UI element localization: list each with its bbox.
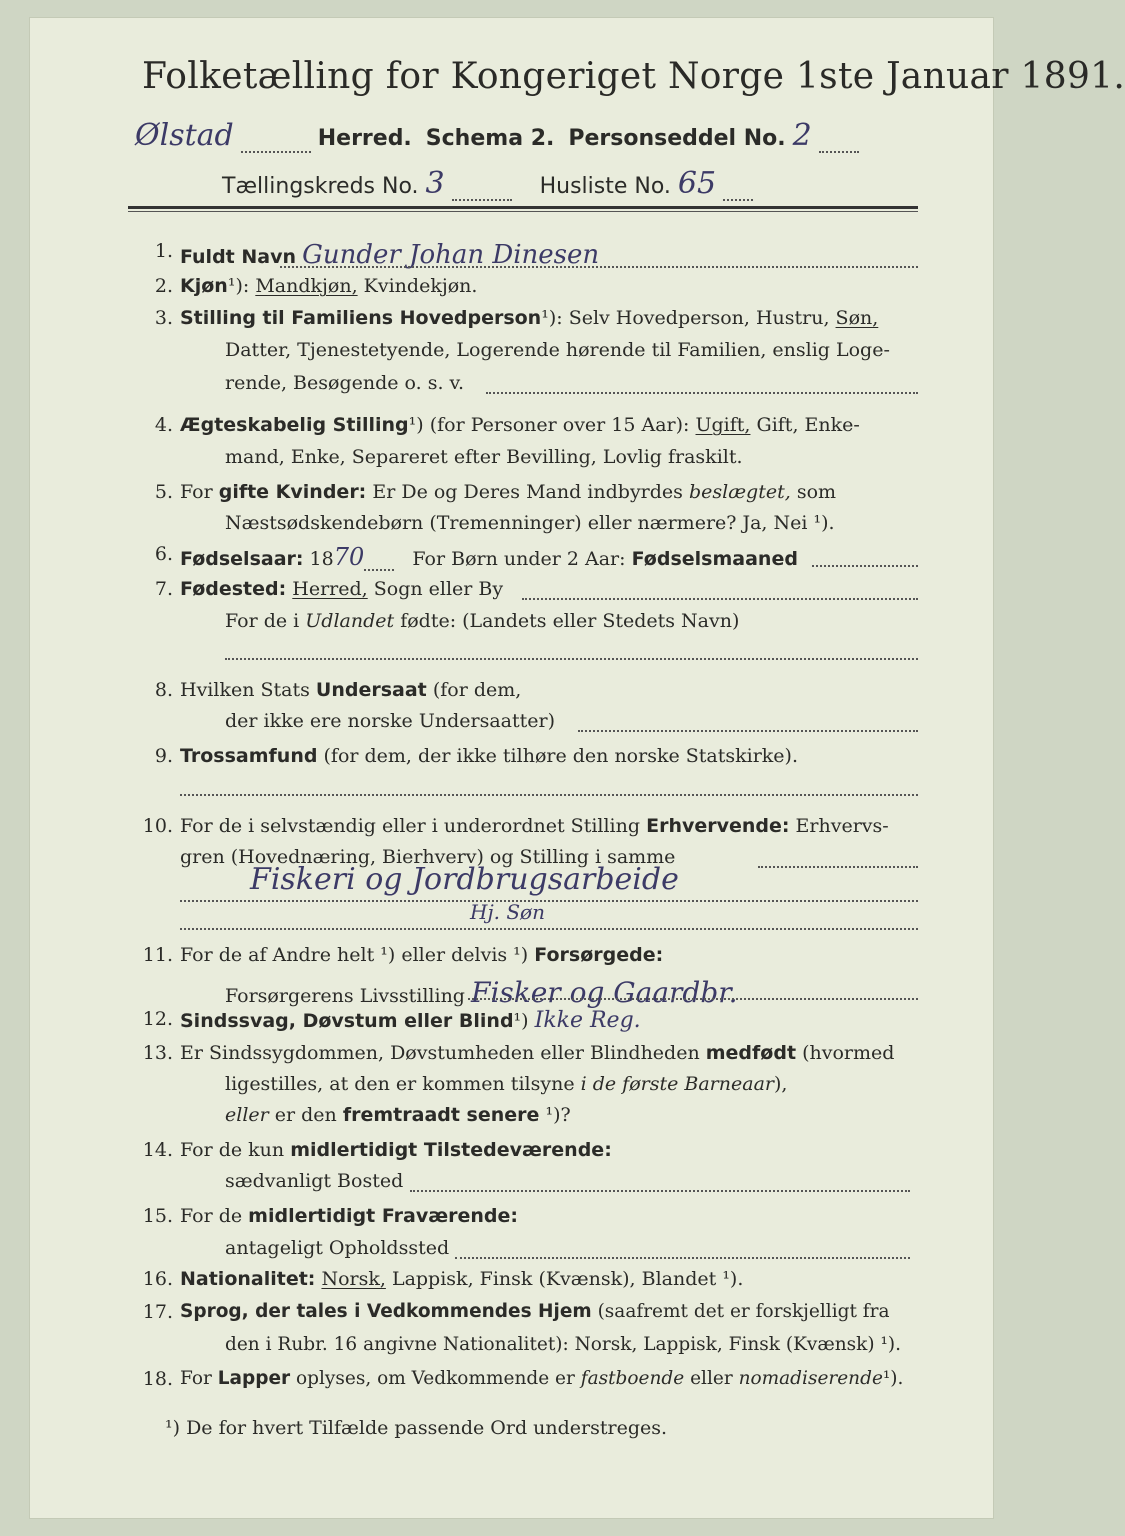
form-title: Folketælling for Kongeriget Norge 1ste Januar 1891. bbox=[142, 56, 1125, 97]
erhvervende-label: Erhvervende: bbox=[646, 815, 790, 837]
dotted-line bbox=[758, 866, 918, 868]
dotted-line bbox=[455, 1257, 910, 1259]
item-13-line-a bbox=[180, 1042, 894, 1064]
item-text: Sogn eller By bbox=[373, 578, 504, 600]
item-text: Er De og Deres Mand indbyrdes bbox=[372, 481, 683, 503]
item-text: ), bbox=[774, 1073, 788, 1095]
herred-handwritten: Ølstad bbox=[135, 118, 234, 153]
aegteskab-label: Ægteskabelig Stilling bbox=[180, 414, 409, 436]
item-14-line-b: sædvanligt Bosted bbox=[225, 1170, 404, 1192]
sprog-label: Sprog, der tales i Vedkommendes Hjem bbox=[180, 1301, 592, 1322]
item-number: 3. bbox=[154, 307, 173, 329]
undersaat-label: Undersaat bbox=[315, 679, 427, 701]
item-number: 15. bbox=[142, 1205, 173, 1227]
item-text: For de kun bbox=[180, 1139, 285, 1161]
nationalitet-label: Nationalitet: bbox=[180, 1268, 316, 1290]
item-text: For de bbox=[180, 1205, 243, 1227]
forsorgede-label: Forsørgede: bbox=[534, 944, 664, 966]
item-15-line-a bbox=[180, 1205, 518, 1227]
dotted-line bbox=[180, 928, 918, 930]
stilling-label: Stilling til Familiens Hovedperson bbox=[180, 307, 542, 329]
husliste-dots bbox=[723, 199, 753, 201]
item-emphasis: fastboende bbox=[580, 1368, 685, 1389]
item-number: 8. bbox=[154, 679, 173, 701]
item-3-line-b: Datter, Tjenestetyende, Logerende hørende til Familien, enslig Loge- bbox=[225, 339, 890, 361]
item-12-line bbox=[180, 1008, 641, 1033]
item-10-line-a bbox=[180, 815, 889, 837]
item-number: 14. bbox=[142, 1139, 173, 1161]
footnote-ref: ¹) bbox=[513, 1010, 529, 1032]
item-9-line bbox=[180, 745, 798, 767]
item-text: Er Sindssygdommen, Døvstumheden eller Blindheden bbox=[180, 1042, 700, 1064]
schema-label: Schema 2. bbox=[425, 126, 555, 151]
item-text: som bbox=[796, 481, 837, 503]
kjon-option-mandkjon: Mandkjøn, bbox=[255, 275, 358, 297]
herred-label: Herred. bbox=[317, 126, 412, 151]
nationalitet-option-norsk: Norsk, bbox=[321, 1268, 386, 1290]
item-3-line-c: rende, Besøgende o. s. v. bbox=[225, 372, 465, 394]
item-text: For de i bbox=[225, 610, 300, 632]
item-11-line-a bbox=[180, 944, 663, 966]
item-emphasis: Udlandet bbox=[305, 610, 395, 632]
item-6-line bbox=[180, 543, 798, 571]
husliste-label: Husliste No. bbox=[539, 174, 671, 199]
fodested-label: Fødested: bbox=[180, 578, 287, 600]
kreds-number: 3 bbox=[425, 166, 445, 201]
fodselsaar-value: 70 bbox=[333, 543, 365, 571]
dotted-line bbox=[180, 794, 918, 796]
item-text: ¹): Selv Hovedperson, Hustru, bbox=[541, 307, 830, 329]
item-11-line-b bbox=[225, 976, 737, 1009]
kreds-label: Tællingskreds No. bbox=[222, 174, 419, 199]
item-text: ligestilles, at den er kommen tilsyne bbox=[225, 1073, 575, 1095]
item-5-line-b: Næstsødskendebørn (Tremenninger) eller nærmere? Ja, Nei ¹). bbox=[225, 512, 835, 534]
fravaerende-label: midlertidigt Fraværende: bbox=[248, 1205, 518, 1227]
item-8-line-a bbox=[180, 679, 521, 701]
item-text: Forsørgerens Livsstilling bbox=[225, 985, 465, 1007]
item-text: For Børn under 2 Aar: bbox=[412, 548, 626, 570]
item-number: 6. bbox=[154, 543, 173, 565]
item-7-line-b bbox=[225, 610, 739, 632]
item-7-line-a bbox=[180, 578, 503, 600]
kjon-label: Kjøn bbox=[180, 275, 228, 297]
item-text: For de i selvstændig eller i underordnet Stilling bbox=[180, 815, 641, 837]
item-text: For de af Andre helt ¹) eller delvis ¹) bbox=[180, 944, 529, 966]
item-17-line-a bbox=[180, 1301, 889, 1322]
item-text: Hvilken Stats bbox=[180, 679, 310, 701]
dotted-line bbox=[486, 392, 918, 394]
dotted-line bbox=[468, 998, 918, 1000]
item-text: Gift, Enke- bbox=[756, 414, 860, 436]
item-emphasis: beslægtet, bbox=[688, 481, 791, 503]
footnote-ref: ¹): bbox=[227, 275, 250, 297]
medfodt-label: medfødt bbox=[705, 1042, 797, 1064]
item-18-line bbox=[180, 1368, 903, 1389]
forsorger-livsstilling-value: Fisker og Gaardbr. bbox=[471, 976, 738, 1009]
item-4-line-b: mand, Enke, Separeret efter Bevilling, Lovlig fraskilt. bbox=[225, 446, 743, 468]
item-number: 1. bbox=[154, 240, 173, 262]
item-text: ¹)? bbox=[545, 1104, 571, 1126]
item-text: fødte: (Landets eller Stedets Navn) bbox=[400, 610, 740, 632]
herred-row bbox=[135, 118, 859, 153]
trossamfund-label: Trossamfund bbox=[180, 745, 318, 767]
item-3-line-a bbox=[180, 307, 878, 329]
lapper-label: Lapper bbox=[217, 1368, 291, 1389]
kjon-option-kvindekjon: Kvindekjøn. bbox=[363, 275, 478, 297]
item-number: 18. bbox=[142, 1368, 173, 1390]
item-emphasis: i de første Barneaar bbox=[580, 1073, 774, 1095]
personseddel-number: 2 bbox=[792, 118, 812, 153]
dotted-line bbox=[522, 598, 918, 600]
item-number: 11. bbox=[142, 944, 173, 966]
item-text: oplyses, om Vedkommende er bbox=[296, 1368, 575, 1389]
item-13-line-c bbox=[225, 1104, 571, 1126]
item-8-line-b: der ikke ere norske Undersaatter) bbox=[225, 710, 555, 732]
item-number: 16. bbox=[142, 1268, 173, 1290]
dotted-line bbox=[578, 730, 918, 732]
dotted-line bbox=[812, 565, 918, 567]
tilstedevaerende-label: midlertidigt Tilstedeværende: bbox=[290, 1139, 612, 1161]
erhverv-value: Fiskeri og Jordbrugsarbeide bbox=[250, 862, 679, 897]
item-text: Lappisk, Finsk (Kvænsk), Blandet ¹). bbox=[391, 1268, 744, 1290]
item-4-line-a bbox=[180, 414, 860, 436]
item-text: (hvormed bbox=[802, 1042, 895, 1064]
fodselsaar-prefix: 18 bbox=[309, 548, 334, 570]
item-15-line-b: antageligt Opholdssted bbox=[225, 1237, 450, 1259]
dotted-line bbox=[180, 900, 918, 902]
husliste-number: 65 bbox=[677, 166, 717, 201]
item-number: 9. bbox=[154, 745, 173, 767]
fodselsaar-label: Fødselsaar: bbox=[180, 548, 304, 570]
item-16-line bbox=[180, 1268, 743, 1290]
aegteskab-option-ugift: Ugift, bbox=[695, 414, 751, 436]
item-text: (for dem, der ikke tilhøre den norske Statskirke). bbox=[323, 745, 798, 767]
dotted-line bbox=[410, 1190, 910, 1192]
item-2-line bbox=[180, 275, 477, 297]
item-number: 12. bbox=[142, 1008, 173, 1030]
item-number: 13. bbox=[142, 1042, 173, 1064]
header-rule-thin bbox=[128, 211, 918, 212]
item-number: 2. bbox=[154, 275, 173, 297]
kreds-dots bbox=[452, 199, 512, 201]
fodested-option-herred: Herred, bbox=[292, 578, 368, 600]
stilling-option-son: Søn, bbox=[835, 307, 879, 329]
item-text: ¹) (for Personer over 15 Aar): bbox=[408, 414, 690, 436]
item-text: er den bbox=[274, 1104, 337, 1126]
kreds-row bbox=[222, 166, 753, 201]
header-rule bbox=[128, 206, 918, 209]
item-text: Erhvervs- bbox=[795, 815, 889, 837]
fremtraadt-senere-label: fremtraadt senere bbox=[342, 1104, 540, 1126]
fodselsmaaned-label: Fødselsmaaned bbox=[631, 548, 798, 570]
item-14-line-a bbox=[180, 1139, 612, 1161]
item-text: ¹). bbox=[882, 1368, 904, 1389]
erhverv-stilling-value: Hj. Søn bbox=[470, 900, 545, 924]
herred-dots bbox=[241, 151, 311, 153]
item-number: 5. bbox=[154, 481, 173, 503]
fuldt-navn-value: Gunder Johan Dinesen bbox=[302, 240, 600, 270]
item-number: 17. bbox=[142, 1301, 173, 1323]
sindssvag-value: Ikke Reg. bbox=[534, 1008, 641, 1033]
dotted-line bbox=[280, 266, 918, 268]
fodselsaar-dots bbox=[364, 569, 394, 571]
gifte-kvinder-label: gifte Kvinder: bbox=[218, 481, 367, 503]
item-text: (saafremt det er forskjelligt fra bbox=[597, 1301, 890, 1322]
item-5-line-a bbox=[180, 481, 836, 503]
item-text: (for dem, bbox=[432, 679, 522, 701]
fuldt-navn-label: Fuldt Navn bbox=[180, 246, 297, 268]
item-text: eller bbox=[690, 1368, 733, 1389]
item-17-line-b: den i Rubr. 16 angivne Nationalitet): Norsk, Lappisk, Finsk (Kvænsk) ¹). bbox=[225, 1334, 901, 1355]
dotted-line bbox=[225, 658, 918, 660]
personseddel-label: Personseddel No. bbox=[568, 126, 786, 151]
personseddel-dots bbox=[819, 151, 859, 153]
item-emphasis: nomadiserende bbox=[738, 1368, 883, 1389]
item-number: 10. bbox=[142, 815, 173, 837]
item-emphasis: eller bbox=[225, 1104, 269, 1126]
footnote: ¹) De for hvert Tilfælde passende Ord understreges. bbox=[165, 1417, 668, 1439]
item-number: 7. bbox=[154, 578, 173, 600]
item-text: For bbox=[180, 1368, 212, 1389]
sindssvag-label: Sindssvag, Døvstum eller Blind bbox=[180, 1010, 514, 1032]
item-number: 4. bbox=[154, 414, 173, 436]
item-13-line-b bbox=[225, 1073, 787, 1095]
item-10-line-b: gren (Hovednæring, Bierhverv) og Stilling i samme bbox=[180, 846, 676, 868]
item-text: For bbox=[180, 481, 213, 503]
